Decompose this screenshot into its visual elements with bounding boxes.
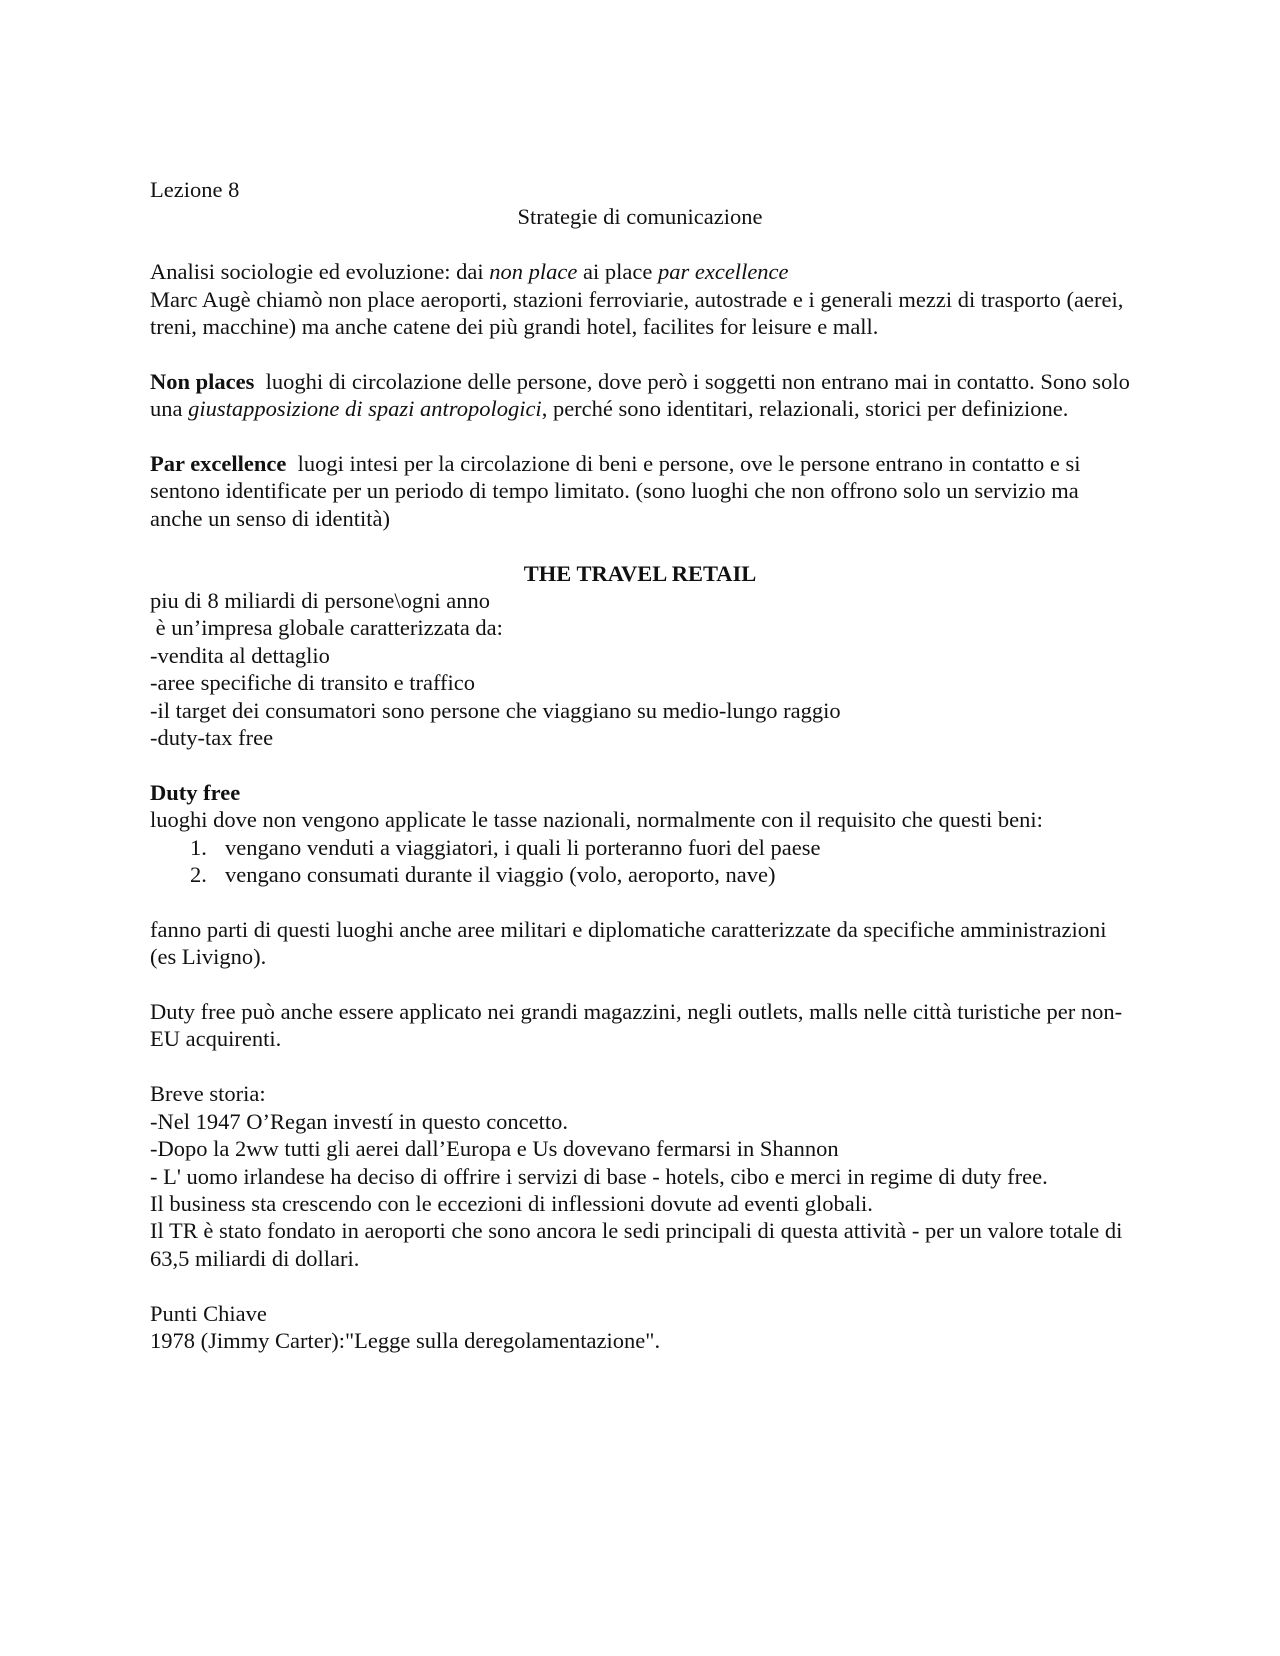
history-section bbox=[150, 1080, 1130, 1272]
spacer bbox=[150, 423, 1130, 450]
intro-italic-par-excellence: par excellence bbox=[657, 259, 789, 285]
par-excellence-term: Par excellence bbox=[150, 451, 287, 477]
spacer bbox=[150, 751, 1130, 778]
list-item bbox=[190, 861, 1130, 888]
travel-retail-heading: THE TRAVEL RETAIL bbox=[523, 560, 757, 586]
duty-free-intro: luoghi dove non vengono applicate le tasse nazionali, normalmente con il requisito che questi beni: bbox=[150, 807, 1043, 833]
key-points-heading: Punti Chiave bbox=[150, 1300, 267, 1326]
travel-retail-line: -vendita al dettaglio bbox=[150, 642, 330, 668]
intro-mid-text: ai place bbox=[577, 259, 658, 285]
history-heading: Breve storia: bbox=[150, 1081, 266, 1107]
document-page bbox=[150, 176, 1136, 1354]
travel-retail-section bbox=[150, 560, 1130, 752]
non-places-italic: giustapposizione di spazi antropologici bbox=[188, 396, 542, 422]
spacer bbox=[150, 1272, 1130, 1299]
spacer bbox=[150, 340, 1130, 367]
travel-retail-line: piu di 8 miliardi di persone\ogni anno bbox=[150, 588, 490, 614]
list-item-number: 1. bbox=[190, 834, 207, 860]
history-line: Il TR è stato fondato in aeroporti che sono ancora le sedi principali di questa attività - per un valore totale di 63,5 miliardi di dollari. bbox=[150, 1218, 1129, 1271]
intro-italic-non-place: non place bbox=[489, 259, 578, 285]
non-places-term: Non places bbox=[150, 368, 255, 394]
history-line: Il business sta crescendo con le eccezioni di inflessioni dovute ad eventi globali. bbox=[150, 1190, 873, 1216]
travel-retail-line: -duty-tax free bbox=[150, 725, 274, 751]
travel-retail-line: -il target dei consumatori sono persone che viaggiano su medio-lungo raggio bbox=[150, 697, 841, 723]
duty-free-list bbox=[150, 834, 1130, 889]
spacer bbox=[150, 231, 1130, 258]
key-points-section bbox=[150, 1300, 1130, 1355]
list-item-text: vengano venduti a viaggiatori, i quali li porteranno fuori del paese bbox=[225, 834, 821, 860]
duty-free-heading: Duty free bbox=[150, 779, 241, 805]
non-places-paragraph bbox=[150, 368, 1136, 423]
duty-free-section bbox=[150, 779, 1130, 1053]
travel-retail-line: è un’impresa globale caratterizzata da: bbox=[150, 615, 503, 641]
lesson-number: Lezione 8 bbox=[150, 177, 240, 202]
intro-section bbox=[150, 258, 1130, 340]
history-line: -Dopo la 2ww tutti gli aerei dall’Europa e Us dovevano fermarsi in Shannon bbox=[150, 1136, 839, 1162]
travel-retail-line: -aree specifiche di transito e traffico bbox=[150, 670, 476, 696]
duty-free-paragraph-1: fanno parti di questi luoghi anche aree militari e diplomatiche caratterizzate da specifiche amministrazioni (es Livigno). bbox=[150, 916, 1113, 970]
par-excellence-text: luogi intesi per la circolazione di beni e persone, ove le persone entrano in contatto e si sentono identificate per un periodo di tempo limitato. (sono luoghi che non offrono solo un servizio ma anche un senso di identità) bbox=[150, 451, 1087, 531]
list-item-text: vengano consumati durante il viaggio (volo, aeroporto, nave) bbox=[225, 862, 776, 888]
non-places-text-1: luoghi di circolazione delle persone, dove però i soggetti non entrano mai in contatto. Sono solo una bbox=[150, 368, 1136, 422]
par-excellence-paragraph bbox=[150, 450, 1130, 532]
history-line: - L' uomo irlandese ha deciso di offrire i servizi di base - hotels, cibo e merci in regime di duty free. bbox=[150, 1163, 1048, 1189]
history-line: -Nel 1947 O’Regan investí in questo concetto. bbox=[150, 1108, 569, 1134]
intro-body: Marc Augè chiamò non place aeroporti, stazioni ferroviarie, autostrade e i generali mezzi di trasporto (aerei, treni, macchine) ma anche catene dei più grandi hotel, facilites for leisure e mall. bbox=[150, 286, 1129, 340]
intro-heading bbox=[150, 258, 1130, 285]
list-item-number: 2. bbox=[190, 862, 207, 888]
intro-lead-text: Analisi sociologie ed evoluzione: dai bbox=[150, 259, 490, 285]
non-places-text-2: , perché sono identitari, relazionali, storici per definizione. bbox=[541, 396, 1069, 422]
spacer bbox=[150, 888, 1130, 915]
spacer bbox=[150, 971, 1130, 998]
list-item bbox=[190, 834, 1130, 861]
spacer bbox=[150, 532, 1130, 559]
key-points-line: 1978 (Jimmy Carter):"Legge sulla deregolamentazione". bbox=[150, 1327, 661, 1353]
spacer bbox=[150, 1053, 1130, 1080]
document-title: Strategie di comunicazione bbox=[517, 204, 763, 230]
duty-free-paragraph-2: Duty free può anche essere applicato nei grandi magazzini, negli outlets, malls nelle città turistiche per non-EU acquirenti. bbox=[150, 999, 1123, 1052]
